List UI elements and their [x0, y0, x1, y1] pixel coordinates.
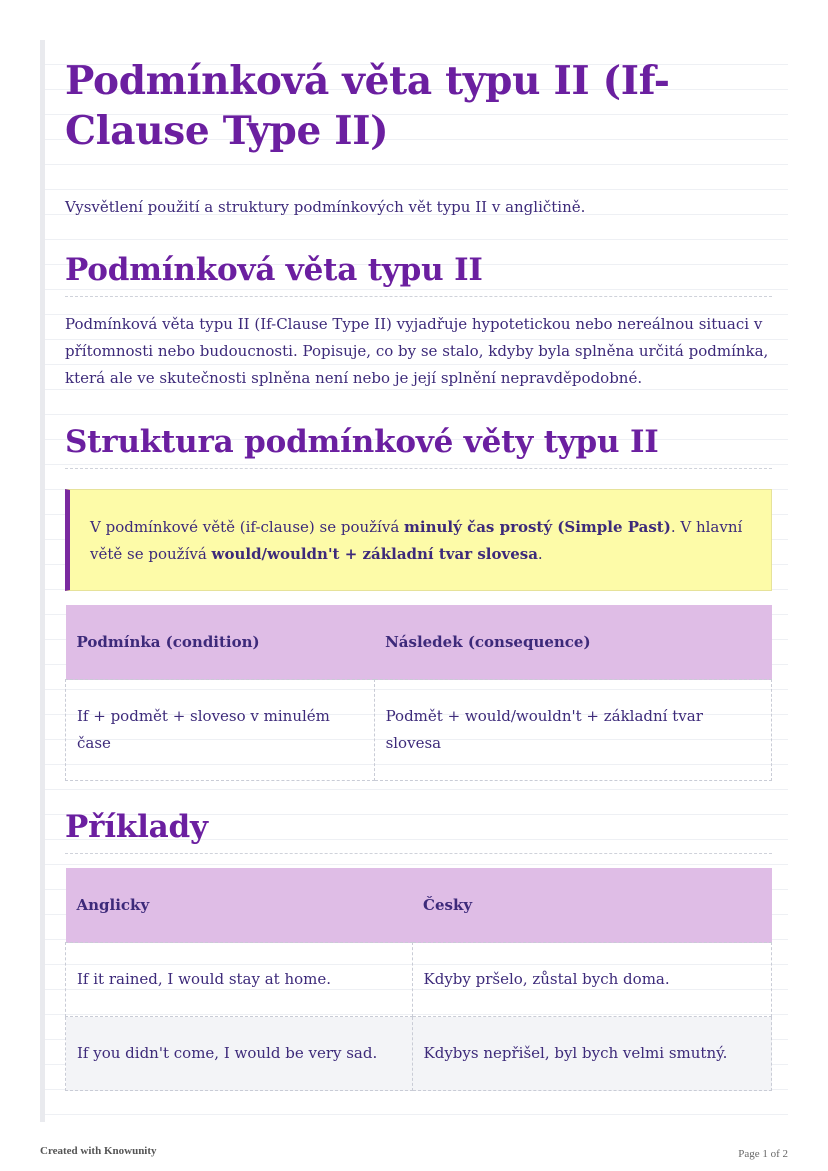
column-header-english: Anglicky: [66, 868, 413, 943]
table-cell: If + podmět + sloveso v minulém čase: [66, 680, 375, 781]
table-cell: Podmět + would/wouldn't + základní tvar slovesa: [374, 680, 771, 781]
page-title: Podmínková věta typu II (If-Clause Type II): [65, 58, 670, 154]
column-header-condition: Podmínka (condition): [66, 605, 375, 680]
page-edge-bar: [40, 40, 45, 1122]
page-content: [65, 56, 772, 1091]
column-header-czech: Česky: [412, 868, 771, 943]
column-header-consequence: Následek (consequence): [374, 605, 771, 680]
table-cell: If it rained, I would stay at home.: [66, 943, 413, 1017]
table-cell: Kdybys nepřišel, byl bych velmi smutný.: [412, 1017, 771, 1091]
intro-text: Vysvětlení použití a struktury podmínkových vět typu II v angličtině.: [65, 198, 586, 216]
structure-note-box: [65, 489, 772, 591]
created-with-label: Created with Knowunity: [40, 1145, 157, 1157]
note-bold-simple-past: minulý čas prostý (Simple Past): [404, 518, 671, 536]
definition-paragraph: Podmínková věta typu II (If-Clause Type II) vyjadřuje hypotetickou nebo nereálnou situaci v přítomnosti nebo budoucnosti. Popisuje, co by se stalo, kdyby byla splněna určitá podmínka, která ale ve skutečnosti splněna není nebo je její splnění nepravděpodobné.: [65, 315, 769, 387]
table-row: [66, 943, 772, 1017]
section-heading-structure: Struktura podmínkové věty typu II: [65, 420, 772, 469]
document-page: [40, 40, 788, 1122]
note-text-3: .: [537, 545, 543, 563]
table-cell: If you didn't come, I would be very sad.: [66, 1017, 413, 1091]
table-header-row: [66, 868, 772, 943]
table-header-row: [66, 605, 772, 680]
section-heading-definition: Podmínková věta typu II: [65, 248, 772, 297]
note-text-2: . V hlavní větě se používá: [90, 518, 743, 563]
examples-table: [65, 868, 772, 1091]
note-bold-would: would/wouldn't + základní tvar slovesa: [211, 545, 538, 563]
table-cell: Kdyby pršelo, zůstal bych doma.: [412, 943, 771, 1017]
table-row: [66, 680, 772, 781]
note-text-1: V podmínkové větě (if-clause) se používá: [90, 518, 405, 536]
table-row: [66, 1017, 772, 1091]
structure-table: [65, 605, 772, 781]
page-number: Page 1 of 2: [738, 1148, 788, 1160]
section-heading-examples: Příklady: [65, 805, 772, 854]
